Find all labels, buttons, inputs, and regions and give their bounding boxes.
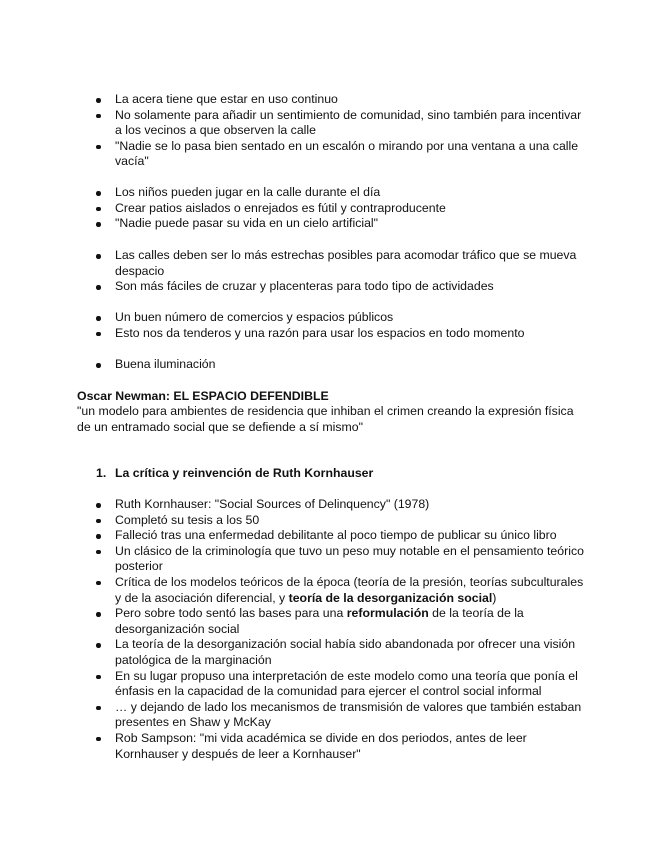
list-item: Buena iluminación (96, 357, 586, 373)
list-item: … y dejando de lado los mecanismos de transmisión de valores que también estaban presentes en Shaw y McKay (96, 700, 586, 731)
critica-text: Crítica de los modelos teóricos de la época (teoría de la presión, teorías subculturales y de la asociación diferencial, y (115, 574, 584, 605)
critica-close: ) (492, 590, 497, 605)
list-item: Completó su tesis a los 50 (96, 513, 586, 529)
section-number: 1. (96, 466, 107, 480)
bullet-list-ninos (96, 185, 586, 232)
pero-tail-text: de la teoría de la desorganización social (115, 606, 524, 636)
list-item: Falleció tras una enfermedad debilitante al poco tiempo de publicar su único libro (96, 528, 586, 544)
list-item-critica (96, 575, 586, 606)
list-item: La teoría de la desorganización social había sido abandonada por ofrecer una visión patológica de la marginación (96, 637, 586, 668)
newman-quote: "un modelo para ambientes de residencia que inhiban el crimen creando la expresión física de un entramado social que se defiende a sí mismo" (77, 404, 574, 434)
list-item: La acera tiene que estar en uso continuo (96, 92, 586, 108)
bullet-list-kornhauser (96, 497, 586, 762)
list-item: Rob Sampson: "mi vida académica se divide en dos periodos, antes de leer Kornhauser y después de leer a Kornhauser" (96, 731, 586, 762)
list-item: "Nadie se lo pasa bien sentado en un escalón o mirando por una ventana a una calle vacía" (96, 139, 586, 170)
newman-heading: Oscar Newman: EL ESPACIO DEFENDIBLE (77, 389, 329, 403)
bullet-list-acera (96, 92, 586, 170)
list-item: Esto nos da tenderos y una razón para usar los espacios en todo momento (96, 326, 586, 342)
bullet-list-iluminacion (96, 357, 586, 373)
bullet-list-comercios (96, 310, 586, 341)
list-item: Los niños pueden jugar en la calle durante el día (96, 185, 586, 201)
list-item: Un clásico de la criminología que tuvo un peso muy notable en el pensamiento teórico posterior (96, 544, 586, 575)
critica-bold-text: teoría de la desorganización social (288, 590, 493, 605)
bullet-list-calles (96, 248, 586, 295)
list-item: Ruth Kornhauser: "Social Sources of Delinquency" (1978) (96, 497, 586, 513)
list-item: Son más fáciles de cruzar y placenteras para todo tipo de actividades (96, 279, 586, 295)
list-item: Un buen número de comercios y espacios públicos (96, 310, 586, 326)
reformulacion-bold-text: reformulación (346, 606, 429, 621)
list-item: Las calles deben ser lo más estrechas posibles para acomodar tráfico que se mueva despacio (96, 248, 586, 279)
section-title: La crítica y reinvención de Ruth Kornhauser (115, 466, 374, 480)
pero-text: Pero sobre todo sentó las bases para una (115, 606, 347, 621)
list-item-reformulacion (96, 606, 586, 637)
list-item: No solamente para añadir un sentimiento de comunidad, sino también para incentivar a los vecinos a que observen la calle (96, 108, 586, 139)
section-heading (96, 466, 373, 481)
list-item: En su lugar propuso una interpretación de este modelo como una teoría que ponía el énfasis en la capacidad de la comunidad para ejercer el control social informal (96, 669, 586, 700)
list-item: "Nadie puede pasar su vida en un cielo artificial" (96, 216, 586, 232)
list-item: Crear patios aislados o enrejados es fútil y contraproducente (96, 201, 586, 217)
